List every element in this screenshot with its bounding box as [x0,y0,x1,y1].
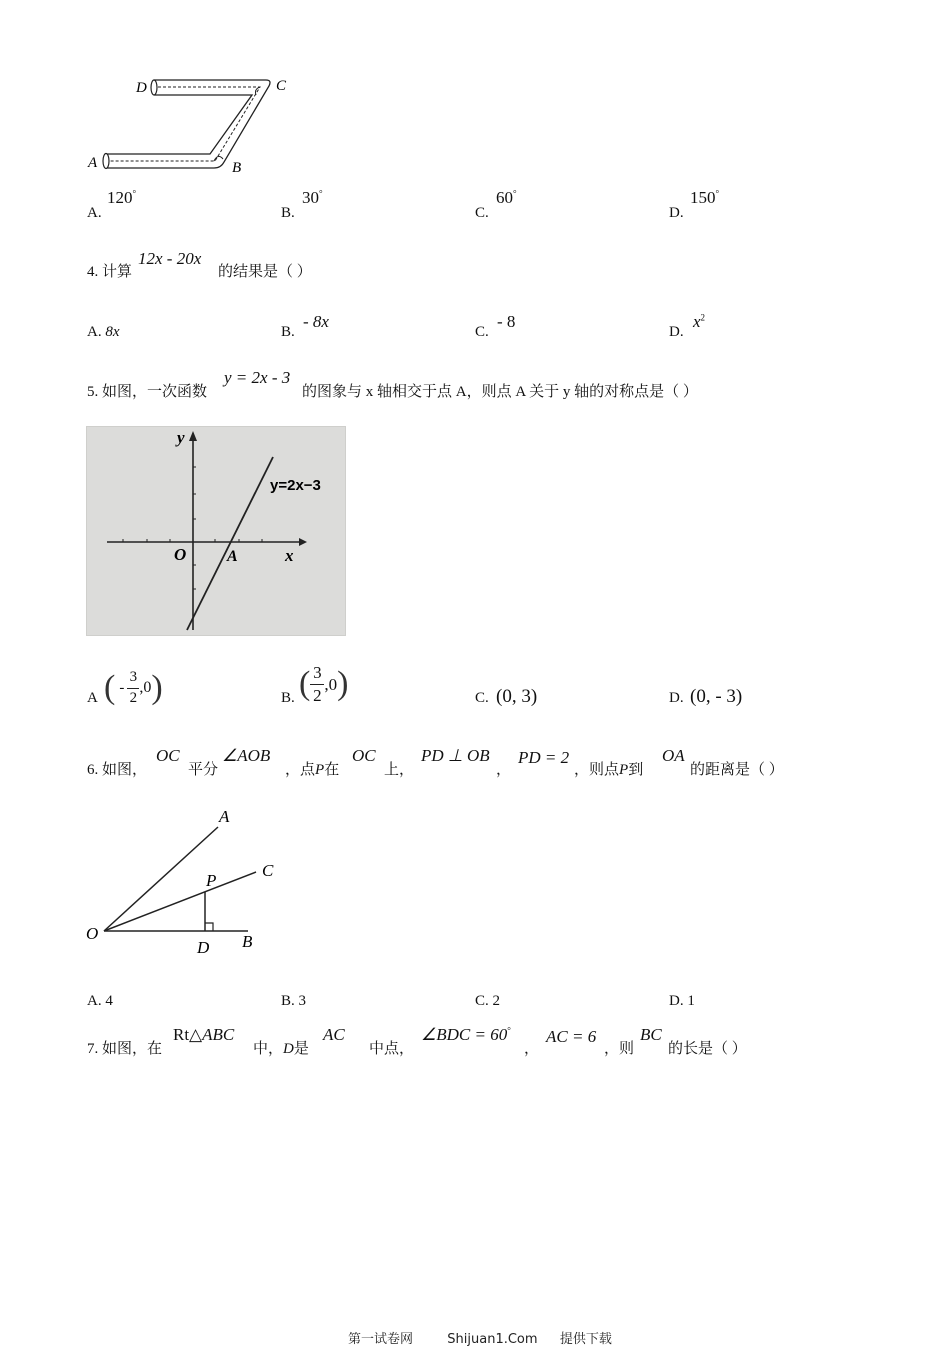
q7-text-6: 的长是（ ） [668,1041,747,1057]
q3-option-b-value: 30° [302,188,323,207]
q6-text-9: 的距离是（ ） [690,762,784,778]
q4-option-d-value: $x^2$ [693,312,706,331]
q4-option-c-value: - 8 [497,312,516,331]
q6-option-d[interactable]: D. 1 [669,993,695,1009]
q3-option-b[interactable]: B. [281,205,295,221]
q6-pd-eq-2: PD = 2 [518,748,570,767]
q4-option-c[interactable]: C. [475,324,489,340]
graph-a-label: A [227,548,238,565]
q3-option-d-value: 150° [690,188,720,207]
q6-oa: OA [662,746,685,765]
q3-option-c-value: 60° [496,188,517,207]
q5-option-b[interactable]: B. [281,690,295,706]
label-C: C [276,78,287,94]
q5-prefix: 5. 如图，一次函数 [87,384,208,400]
q3-option-c[interactable]: C. [475,205,489,221]
label-D: D [136,80,147,96]
graph-line-label: y=2x−3 [270,477,321,494]
q4-expression: 12x - 20x [138,249,202,268]
q7-angle-bdc: ∠BDC = 60° [421,1025,511,1044]
q5-option-a-value: ( - $\frac{3}{2}$ ,0 ) [104,669,163,707]
q6-oc-2: OC [352,746,376,765]
q4-suffix: 的结果是（ ） [218,264,312,280]
q5-option-c[interactable]: C. [475,690,489,706]
q6-option-a[interactable]: A. 4 [87,993,113,1009]
fig6-label-P: P [206,871,217,890]
q5-option-d[interactable]: D. [669,690,684,706]
q3-option-a-value: 120° [107,188,137,207]
fig6-label-B: B [242,932,253,951]
q6-text-5: 上， [384,762,415,778]
q4-option-b-value: - 8x [303,312,329,331]
q4-option-d[interactable]: D. [669,324,684,340]
q5-option-d-value: (0, - 3) [690,686,743,707]
q6-option-b[interactable]: B. 3 [281,993,307,1009]
q6-pd-perp-ob: PD ⊥ OB [421,746,490,765]
q7-comma: ， [524,1041,540,1057]
q6-text-1: 6. 如图， [87,762,148,778]
q4-option-b[interactable]: B. [281,324,295,340]
graph-x-label: x [285,546,294,565]
footer: 第一试卷网 Shijuan1.Com 提供下载 [348,1332,612,1347]
q7-text-4: 中点， [369,1041,415,1057]
q6-angle-aob: ∠AOB [222,746,271,765]
q4-option-a[interactable]: A. 8x [87,324,120,340]
fig6-label-O: O [86,924,99,943]
q7-text-2: 中，D是 [253,1041,309,1057]
q6-text-6: ，则点P到 [574,762,644,778]
label-B: B [232,160,242,176]
q5-option-c-value: (0, 3) [496,686,538,707]
fig6-label-A: A [219,807,230,826]
q5-graph [87,427,345,635]
fig6-label-C: C [262,861,274,880]
q4-prefix: 4. 计算 [87,264,133,280]
q7-rt-triangle: Rt△ABC [173,1025,235,1044]
q3-option-a[interactable]: A. [87,205,102,221]
pipe-figure [84,70,304,180]
q5-option-a[interactable]: A [87,690,98,706]
q6-text-2: 平分 [188,762,219,778]
q5-suffix: 的图象与 x 轴相交于点 A，则点 A 关于 y 轴的对称点是（ ） [302,384,698,400]
q7-text-1: 7. 如图，在 [87,1041,163,1057]
q5-option-b-value: ( $\frac{3}{2}$ ,0 ) [299,663,349,705]
q6-oc: OC [156,746,180,765]
q7-text-5: ，则 [604,1041,635,1057]
graph-y-label: y [177,428,185,447]
q7-ac-eq-6: AC = 6 [546,1027,597,1046]
graph-o-label: O [174,545,187,564]
q6-option-c[interactable]: C. 2 [475,993,501,1009]
label-A: A [88,155,98,171]
q3-option-d[interactable]: D. [669,205,684,221]
q7-ac: AC [323,1025,345,1044]
fig6-label-D: D [197,938,210,957]
q6-angle-figure [84,800,304,960]
q5-expression: y = 2x - 3 [224,368,291,387]
q6-comma: ， [496,762,512,778]
q7-bc: BC [640,1025,662,1044]
q6-text-3: ，点P在 [285,762,340,778]
q5-graph-photo [86,426,346,636]
